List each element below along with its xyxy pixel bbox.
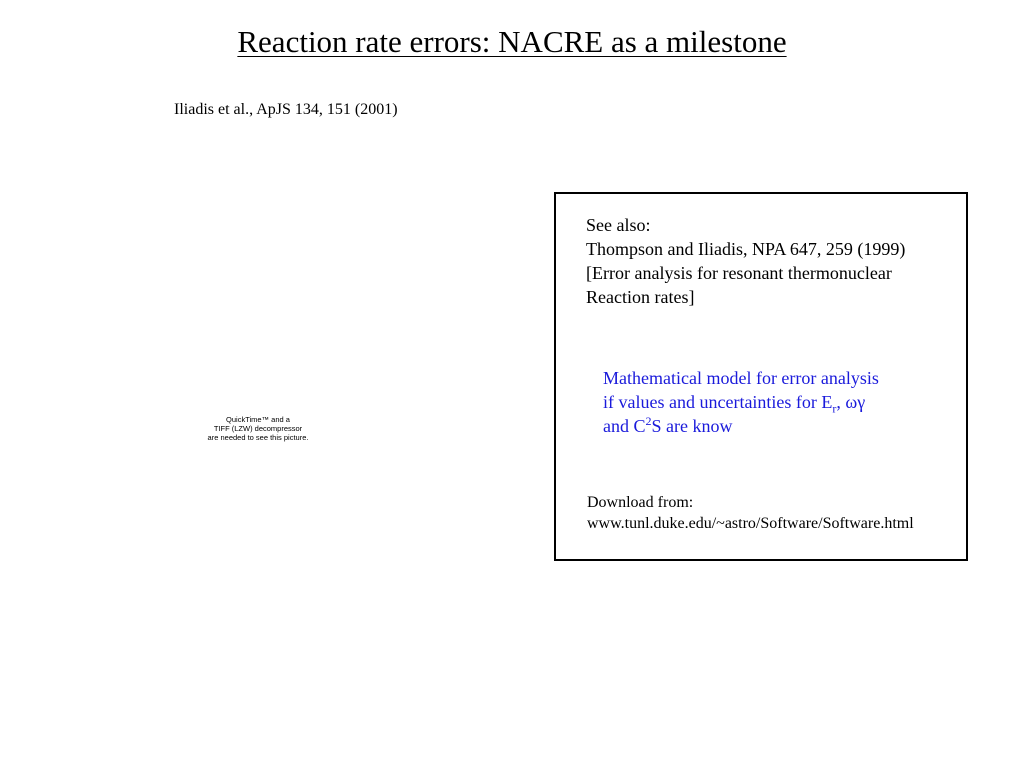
download-block [587, 492, 914, 534]
math-model-line-1: Mathematical model for error analysis [603, 368, 879, 388]
see-also-description-2: Reaction rates] [586, 287, 695, 307]
slide-title: Reaction rate errors: NACRE as a milestone [237, 24, 787, 59]
placeholder-line-3: are needed to see this picture. [207, 433, 309, 442]
math-model-line-2-suffix: , ωγ [836, 392, 866, 412]
math-model-line-2-prefix: if values and uncertainties for E [603, 392, 833, 412]
download-url[interactable]: www.tunl.duke.edu/~astro/Software/Software.html [587, 515, 914, 532]
citation: Iliadis et al., ApJS 134, 151 (2001) [174, 101, 398, 118]
math-model-line-3-prefix: and C [603, 416, 646, 436]
placeholder-line-2: TIFF (LZW) decompressor [213, 424, 303, 433]
info-box [554, 192, 968, 561]
download-label: Download from: [587, 494, 694, 511]
placeholder-line-1: QuickTime™ and a [226, 415, 290, 424]
see-also-reference: Thompson and Iliadis, NPA 647, 259 (1999) [586, 239, 906, 259]
resonance-energy-subscript: r [832, 401, 837, 416]
math-model-line-3-suffix: S are know [651, 416, 733, 436]
math-model-line-2 [603, 390, 879, 414]
see-also-heading: See also: [586, 215, 651, 235]
math-model-line-3 [603, 414, 879, 438]
see-also-block [586, 213, 905, 309]
spin-factor-superscript: 2 [645, 414, 652, 428]
see-also-description-1: [Error analysis for resonant thermonuclear [586, 263, 892, 283]
math-model-block [603, 366, 879, 438]
missing-image-placeholder [196, 415, 320, 442]
